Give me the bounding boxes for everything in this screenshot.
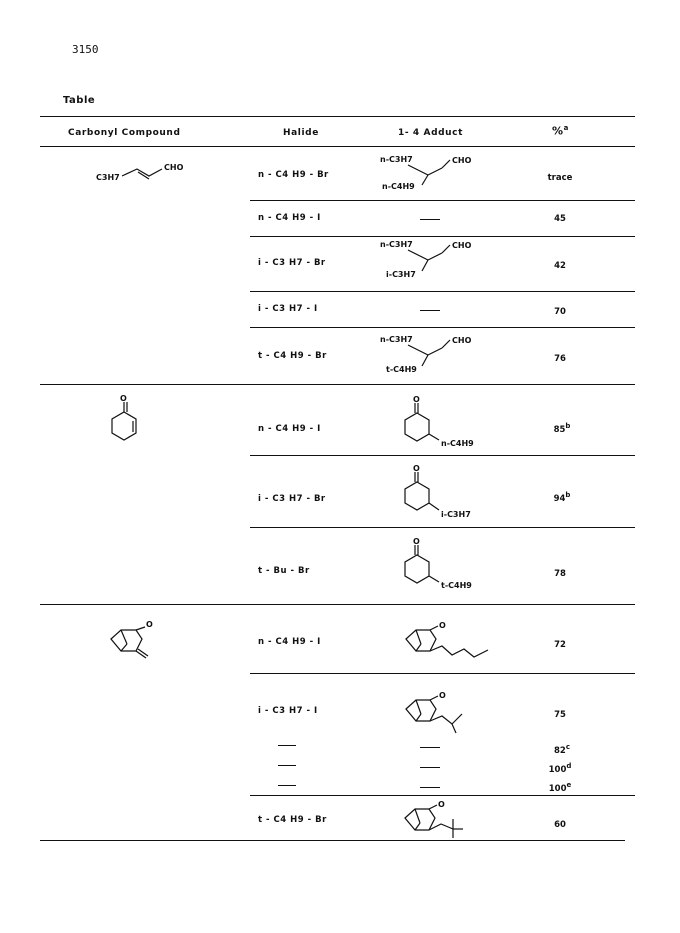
percent-cell: 100$^d$ (548, 762, 572, 775)
halide-cell: n - C4 H9 - I (258, 213, 321, 223)
percent-cell: 72 (554, 639, 566, 650)
crotonaldehyde-cho-label: CHO (164, 163, 184, 172)
adduct-label: CHO (452, 336, 472, 345)
table-title: Table (63, 95, 96, 106)
halide-cell: i - C3 H7 - I (258, 304, 318, 314)
percent-cell: 78 (554, 568, 566, 579)
carbonyl-o-label: O (413, 395, 420, 404)
cyclohexanone-adduct-3 (405, 545, 439, 583)
percent-cell: 82$^c$ (554, 743, 570, 756)
carbonyl-o-label: O (146, 620, 153, 629)
carbonyl-o-label: O (413, 464, 420, 473)
header-percent: %$^a$ (552, 124, 569, 138)
percent-cell: 45 (554, 213, 566, 224)
halide-cell: t - C4 H9 - Br (258, 351, 327, 361)
carbonyl-o-label: O (120, 394, 127, 403)
carbonyl-o-label: O (438, 800, 445, 809)
crotonaldehyde-structure (122, 169, 162, 179)
percent-cell: 70 (554, 306, 566, 317)
percent-cell: 85$^b$ (553, 422, 571, 435)
adduct-label: i-C3H7 (441, 510, 471, 519)
cyclohexanone-adduct-2 (405, 472, 439, 510)
header-carbonyl: Carbonyl Compound (68, 128, 181, 138)
page-number: 3150 (72, 43, 99, 56)
cyclohexenone-structure (112, 402, 136, 440)
carbonyl-o-label: O (439, 621, 446, 630)
halide-cell: i - C3 H7 - I (258, 706, 318, 716)
halide-cell: i - C3 H7 - Br (258, 494, 326, 504)
percent-cell: 76 (554, 353, 566, 364)
carbonyl-o-label: O (413, 537, 420, 546)
percent-cell: 42 (554, 260, 566, 271)
crotonaldehyde-c3h7-label: C3H7 (96, 173, 120, 182)
adduct-label: t-C4H9 (386, 365, 417, 374)
adduct-label: CHO (452, 241, 472, 250)
adduct-label: n-C4H9 (441, 439, 474, 448)
halide-cell: t - C4 H9 - Br (258, 815, 327, 825)
percent-cell: 94$^b$ (553, 491, 571, 504)
carbonyl-o-label: O (439, 691, 446, 700)
aldehyde-adduct-2 (408, 245, 450, 271)
adduct-label: n-C3H7 (380, 335, 413, 344)
adduct-label: n-C4H9 (382, 182, 415, 191)
norbornanone-adduct-3 (405, 805, 463, 838)
halide-cell: n - C4 H9 - I (258, 424, 321, 434)
halide-cell: n - C4 H9 - I (258, 637, 321, 647)
halide-cell: n - C4 H9 - Br (258, 170, 329, 180)
norbornanone-methylene-structure (111, 627, 148, 658)
header-halide: Halide (283, 128, 319, 138)
percent-cell: 100e (548, 781, 572, 794)
adduct-label: i-C3H7 (386, 270, 416, 279)
adduct-label: CHO (452, 156, 472, 165)
halide-cell: t - Bu - Br (258, 566, 310, 576)
norbornanone-adduct-1 (406, 626, 488, 657)
adduct-label: t-C4H9 (441, 581, 472, 590)
percent-cell: 60 (554, 819, 566, 830)
percent-cell: 75 (554, 709, 566, 720)
cyclohexanone-adduct-1 (405, 403, 439, 441)
norbornanone-adduct-2 (406, 696, 462, 733)
percent-cell: trace (547, 172, 573, 183)
adduct-label: n-C3H7 (380, 155, 413, 164)
adduct-label: n-C3H7 (380, 240, 413, 249)
header-adduct: 1- 4 Adduct (398, 128, 464, 138)
halide-cell: i - C3 H7 - Br (258, 258, 326, 268)
aldehyde-adduct-3 (408, 340, 450, 366)
